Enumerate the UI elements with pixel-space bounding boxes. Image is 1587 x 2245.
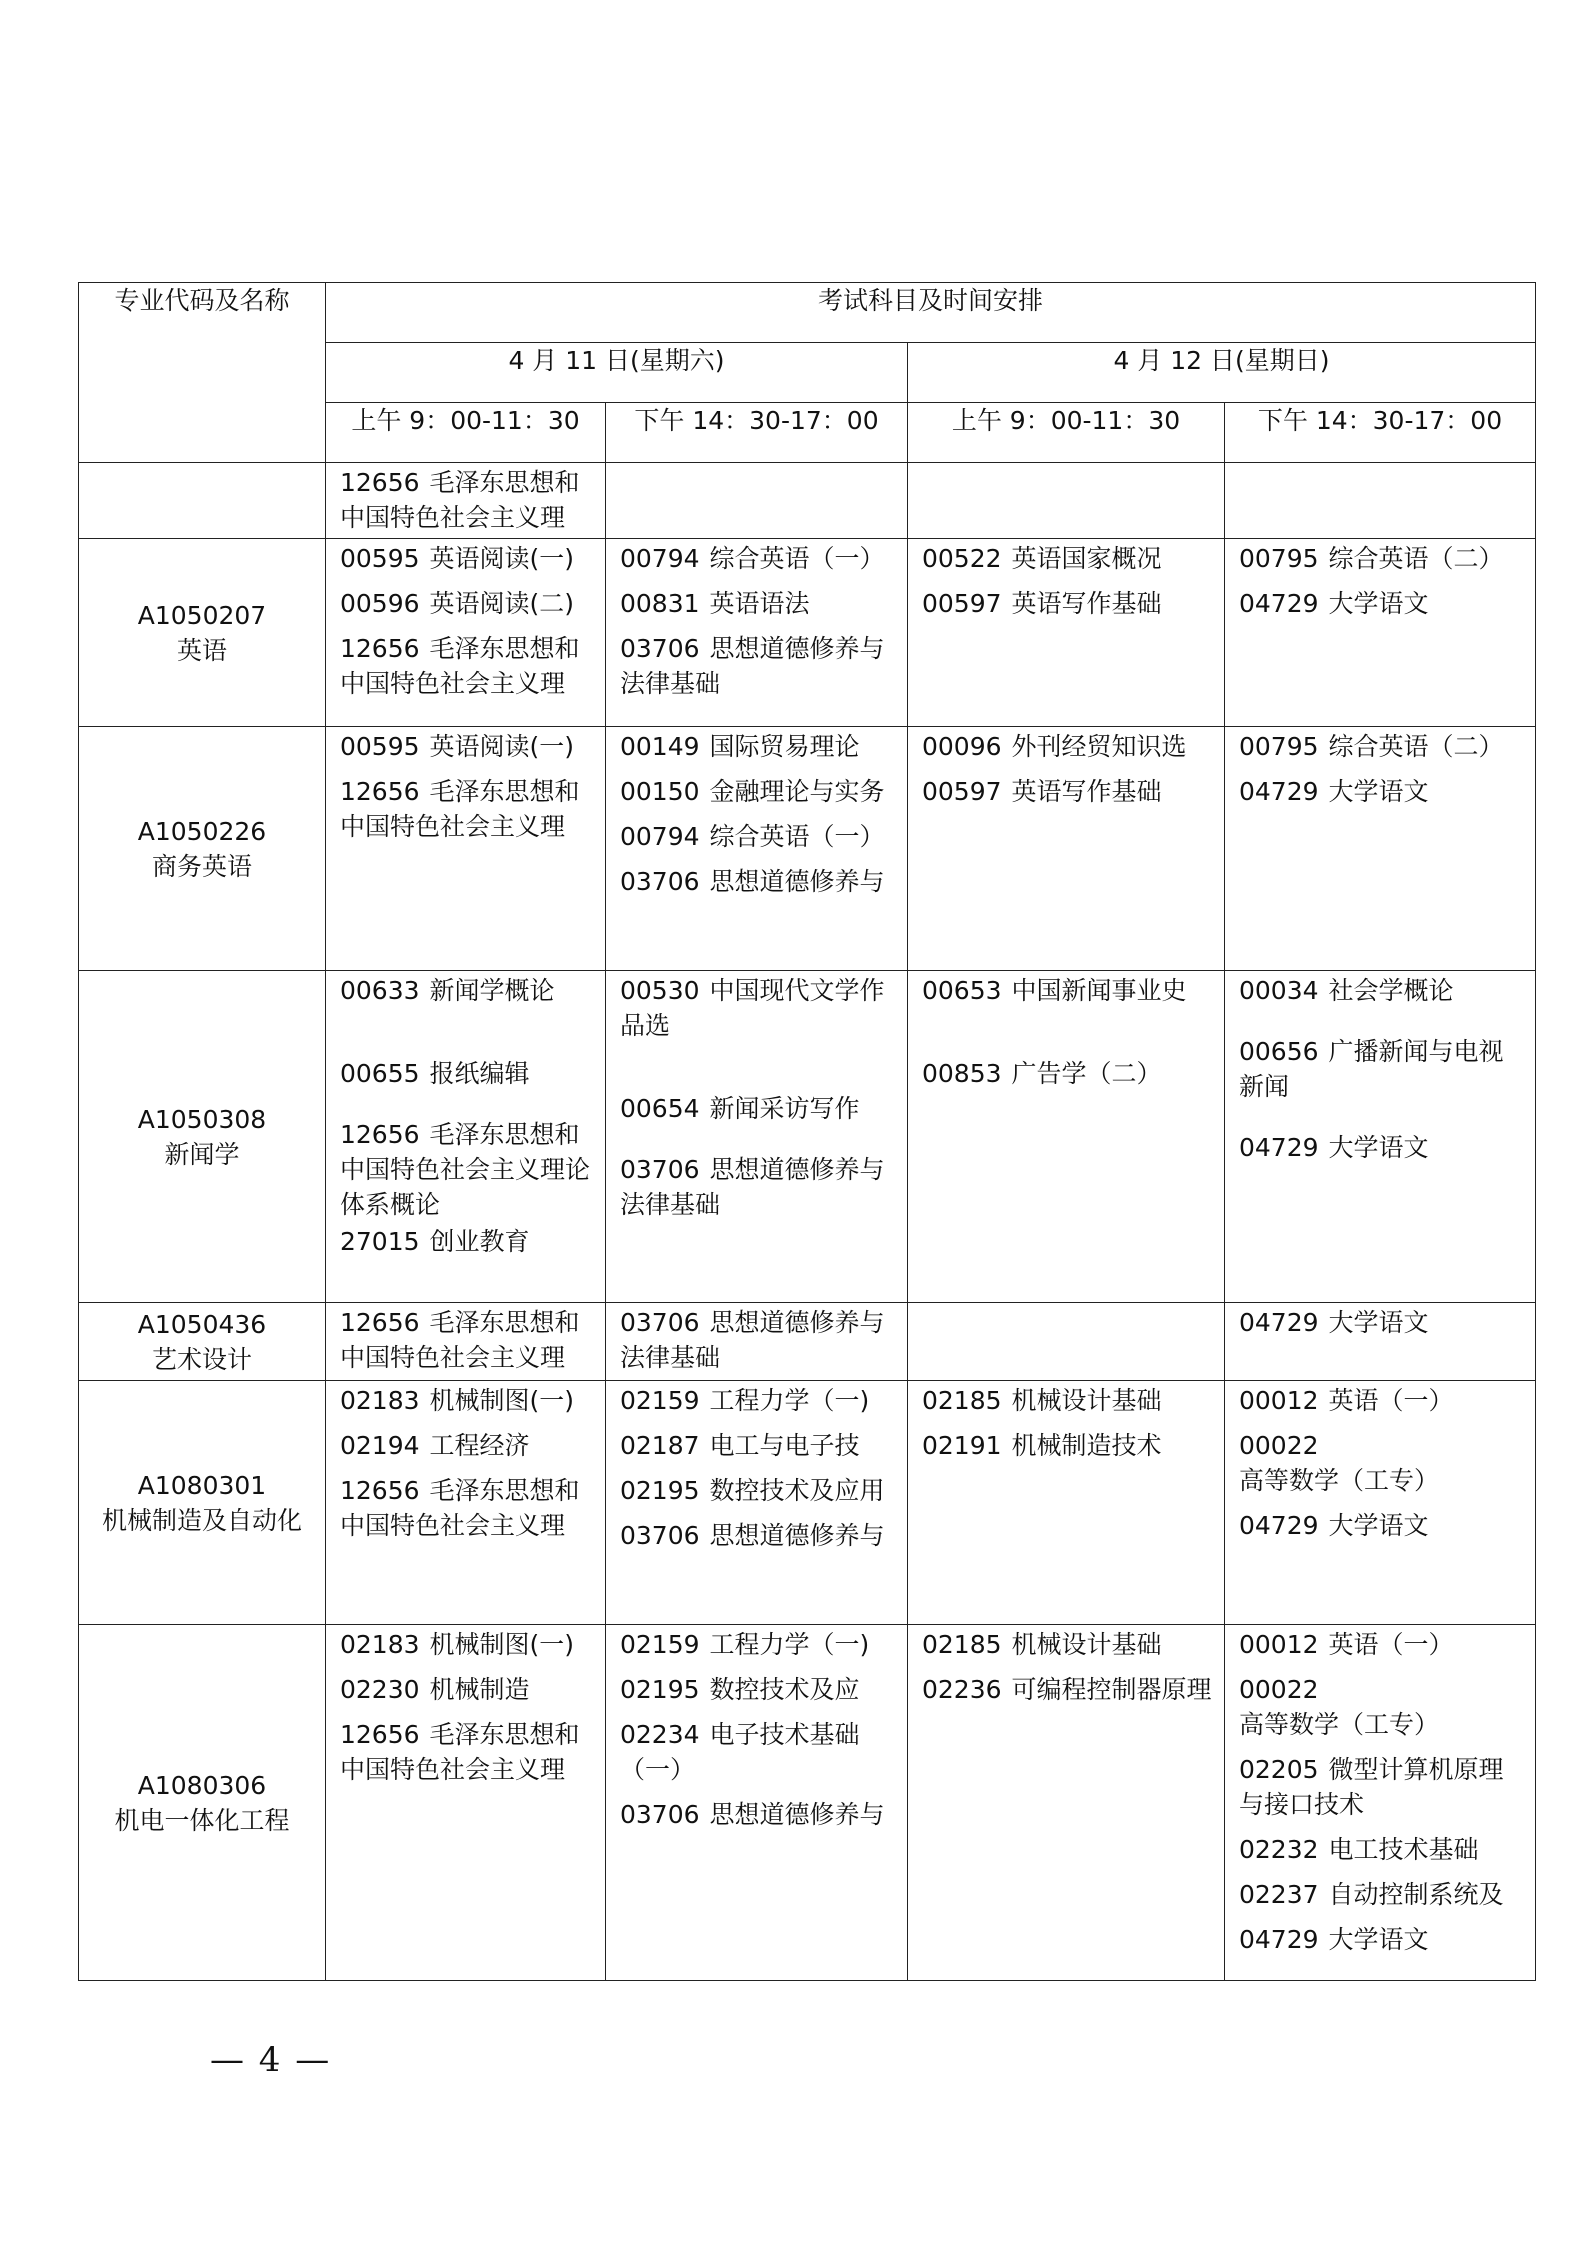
schedule-cell (326, 1381, 606, 1625)
course-code: 00653 (922, 976, 1002, 1005)
course-entry (1239, 973, 1525, 1008)
course-title: 毛泽东思想和中国特色社会主义理 (340, 1308, 580, 1372)
course-code: 00655 (340, 1059, 420, 1088)
schedule-cell (606, 1625, 908, 1981)
course-code: 00595 (340, 544, 420, 573)
course-entry (922, 541, 1214, 576)
course-code: 00654 (620, 1094, 700, 1123)
course-title: 大学语文 (1328, 1925, 1429, 1954)
major-cell (79, 539, 326, 727)
course-code: 02230 (340, 1675, 420, 1704)
course-title: 综合英语（二） (1328, 544, 1504, 573)
course-code: 02232 (1239, 1835, 1319, 1864)
course-title: 思想道德修养与 (709, 867, 885, 896)
course-title: 创业教育 (429, 1227, 530, 1256)
course-title: 英语阅读(二) (429, 589, 575, 618)
course-entry (620, 819, 897, 854)
course-title: 英语写作基础 (1011, 777, 1162, 806)
schedule-cell (1225, 463, 1536, 539)
course-code: 02195 (620, 1476, 700, 1505)
course-title: 综合英语（二） (1328, 732, 1504, 761)
course-entry (620, 1797, 897, 1832)
course-code: 02185 (922, 1630, 1002, 1659)
course-code: 00149 (620, 732, 700, 761)
schedule-cell (1225, 1303, 1536, 1381)
major-name: 新闻学 (164, 1139, 240, 1169)
course-title: 思想道德修养与法律基础 (620, 1308, 885, 1372)
course-title: 大学语文 (1328, 589, 1429, 618)
course-title: 综合英语（一） (709, 822, 885, 851)
course-code: 04729 (1239, 1925, 1319, 1954)
course-code: 03706 (620, 1800, 700, 1829)
course-code: 03706 (620, 1308, 700, 1337)
course-title: 微型计算机原理与接口技术 (1239, 1755, 1504, 1819)
course-entry (340, 1117, 595, 1222)
schedule-cell (326, 971, 606, 1303)
course-code: 04729 (1239, 777, 1319, 806)
schedule-cell (908, 1303, 1225, 1381)
course-entry (1239, 541, 1525, 576)
course-code: 04729 (1239, 589, 1319, 618)
course-entry (1239, 1752, 1525, 1822)
course-title: 毛泽东思想和中国特色社会主义理 (340, 1476, 580, 1540)
course-code: 00012 (1239, 1630, 1319, 1659)
course-entry (922, 973, 1214, 1008)
course-entry (620, 586, 897, 621)
course-code: 00656 (1239, 1037, 1319, 1066)
course-code: 02185 (922, 1386, 1002, 1415)
major-name: 商务英语 (151, 851, 252, 881)
course-code: 03706 (620, 867, 700, 896)
schedule-cell (606, 727, 908, 971)
course-title: 大学语文 (1328, 777, 1429, 806)
course-entry (1239, 1672, 1525, 1742)
course-code: 02194 (340, 1431, 420, 1460)
course-title: 毛泽东思想和中国特色社会主义理 (340, 777, 580, 841)
course-entry (620, 631, 897, 701)
table-row (79, 1381, 1536, 1625)
schedule-cell (1225, 539, 1536, 727)
course-entry (340, 729, 595, 764)
course-title: 毛泽东思想和中国特色社会主义理 (340, 634, 580, 698)
course-entry (922, 1627, 1214, 1662)
course-entry (340, 1672, 595, 1707)
schedule-cell (1225, 1625, 1536, 1981)
course-code: 12656 (340, 1120, 420, 1149)
course-title: 机械设计基础 (1011, 1386, 1162, 1415)
schedule-cell (908, 539, 1225, 727)
course-entry (620, 973, 897, 1043)
course-code: 00150 (620, 777, 700, 806)
table-row (79, 971, 1536, 1303)
course-code: 00853 (922, 1059, 1002, 1088)
schedule-cell (326, 539, 606, 727)
course-title: 毛泽东思想和中国特色社会主义理论体系概论 (340, 1120, 591, 1219)
major-code: A1080301 (137, 1470, 267, 1500)
course-entry (620, 1152, 897, 1222)
course-title: 大学语文 (1328, 1511, 1429, 1540)
course-entry (620, 729, 897, 764)
course-code: 00794 (620, 822, 700, 851)
course-code: 02183 (340, 1630, 420, 1659)
course-code: 00022 (1239, 1431, 1319, 1460)
schedule-cell (1225, 727, 1536, 971)
schedule-body (79, 463, 1536, 1981)
course-title: 国际贸易理论 (709, 732, 860, 761)
major-cell (79, 971, 326, 1303)
course-code: 00096 (922, 732, 1002, 761)
course-code: 04729 (1239, 1511, 1319, 1540)
course-title: 数控技术及应用 (709, 1476, 885, 1505)
table-row (79, 463, 1536, 539)
course-title: 工程力学（一) (709, 1386, 870, 1415)
schedule-cell (908, 463, 1225, 539)
course-title: 工程经济 (429, 1431, 530, 1460)
table-row (79, 727, 1536, 971)
course-title: 机械制图(一) (429, 1386, 575, 1415)
course-entry (340, 465, 595, 535)
course-title: 英语（一） (1328, 1386, 1454, 1415)
schedule-cell (326, 1625, 606, 1981)
table-row (79, 1625, 1536, 1981)
course-entry (1239, 1832, 1525, 1867)
course-code: 12656 (340, 777, 420, 806)
slot-header-2: 下午 14：30-17：00 (606, 403, 908, 463)
schedule-cell (326, 727, 606, 971)
course-title: 毛泽东思想和中国特色社会主义理 (340, 1720, 580, 1784)
course-title: 英语国家概况 (1011, 544, 1162, 573)
day-header-1: 4 月 11 日(星期六) (326, 343, 908, 403)
course-code: 12656 (340, 1308, 420, 1337)
schedule-cell (606, 539, 908, 727)
course-title: 金融理论与实务 (709, 777, 885, 806)
schedule-cell (908, 971, 1225, 1303)
course-entry (1239, 1305, 1525, 1340)
course-title: 英语写作基础 (1011, 589, 1162, 618)
course-entry (620, 1518, 897, 1553)
course-title: 广告学（二） (1011, 1059, 1162, 1088)
course-entry (922, 1056, 1214, 1091)
course-title: 广播新闻与电视新闻 (1239, 1037, 1504, 1101)
day-header-2: 4 月 12 日(星期日) (908, 343, 1536, 403)
course-entry (620, 1428, 897, 1463)
course-entry (340, 631, 595, 701)
course-entry (1239, 586, 1525, 621)
course-title: 英语语法 (709, 589, 810, 618)
table-row (79, 539, 1536, 727)
schedule-cell (606, 1303, 908, 1381)
course-title: 外刊经贸知识选 (1011, 732, 1187, 761)
course-title: 综合英语（一） (709, 544, 885, 573)
major-code: A1050436 (137, 1309, 267, 1339)
course-code: 02236 (922, 1675, 1002, 1704)
schedule-cell (1225, 971, 1536, 1303)
course-title: 思想道德修养与 (709, 1521, 885, 1550)
course-entry (1239, 1877, 1525, 1912)
course-title: 新闻学概论 (429, 976, 555, 1005)
course-entry (340, 541, 595, 576)
course-entry (620, 1672, 897, 1707)
schedule-cell (908, 1381, 1225, 1625)
course-title: 中国现代文学作品选 (620, 976, 885, 1040)
course-title: 毛泽东思想和中国特色社会主义理 (340, 468, 580, 532)
schedule-cell (908, 727, 1225, 971)
course-title: 思想道德修养与法律基础 (620, 634, 885, 698)
course-title: 可编程控制器原理 (1011, 1675, 1212, 1704)
schedule-cell (326, 463, 606, 539)
course-code: 03706 (620, 634, 700, 663)
slot-header-1: 上午 9：00-11：30 (326, 403, 606, 463)
course-entry (922, 1672, 1214, 1707)
course-title: 英语（一） (1328, 1630, 1454, 1659)
schedule-cell (606, 1381, 908, 1625)
course-code: 02234 (620, 1720, 700, 1749)
schedule-cell (1225, 1381, 1536, 1625)
major-cell (79, 1625, 326, 1981)
course-entry (620, 541, 897, 576)
course-code: 00831 (620, 589, 700, 618)
course-title: 思想道德修养与 (709, 1800, 885, 1829)
course-entry (620, 1717, 897, 1787)
course-title: 工程力学（一) (709, 1630, 870, 1659)
course-title: 报纸编辑 (429, 1059, 530, 1088)
course-code: 04729 (1239, 1133, 1319, 1162)
course-entry (620, 774, 897, 809)
exam-schedule-table (78, 282, 1536, 1981)
course-entry (340, 1305, 595, 1375)
course-entry (620, 1091, 897, 1126)
course-code: 00596 (340, 589, 420, 618)
course-code: 02183 (340, 1386, 420, 1415)
course-title: 电工与电子技 (709, 1431, 860, 1460)
course-title: 思想道德修养与法律基础 (620, 1155, 885, 1219)
major-cell (79, 727, 326, 971)
course-entry (620, 1627, 897, 1662)
course-title: 高等数学（工专） (1239, 1710, 1440, 1739)
course-code: 02195 (620, 1675, 700, 1704)
course-title: 机械制造技术 (1011, 1431, 1162, 1460)
course-entry (340, 586, 595, 621)
course-entry (1239, 1627, 1525, 1662)
course-entry (922, 1383, 1214, 1418)
course-entry (922, 1428, 1214, 1463)
course-entry (1239, 1428, 1525, 1498)
course-code: 02159 (620, 1386, 700, 1415)
course-title: 英语阅读(一) (429, 732, 575, 761)
course-code: 02187 (620, 1431, 700, 1460)
course-entry (340, 1627, 595, 1662)
schedule-header-title: 考试科目及时间安排 (326, 283, 1536, 343)
major-code: A1050207 (137, 600, 267, 630)
course-code: 00022 (1239, 1675, 1319, 1704)
course-code: 04729 (1239, 1308, 1319, 1337)
slot-header-4: 下午 14：30-17：00 (1225, 403, 1536, 463)
course-entry (340, 973, 595, 1008)
course-code: 00597 (922, 589, 1002, 618)
course-entry (340, 774, 595, 844)
course-entry (620, 1305, 897, 1375)
course-code: 00530 (620, 976, 700, 1005)
course-title: 机械制造 (429, 1675, 530, 1704)
course-code: 03706 (620, 1521, 700, 1550)
course-entry (340, 1056, 595, 1091)
course-entry (620, 1383, 897, 1418)
course-code: 12656 (340, 468, 420, 497)
course-code: 03706 (620, 1155, 700, 1184)
course-entry (1239, 1034, 1525, 1104)
course-code: 12656 (340, 634, 420, 663)
major-name: 英语 (176, 635, 227, 665)
course-title: 大学语文 (1328, 1133, 1429, 1162)
course-entry (1239, 774, 1525, 809)
course-entry (340, 1717, 595, 1787)
course-entry (922, 729, 1214, 764)
course-entry (922, 586, 1214, 621)
course-code: 00034 (1239, 976, 1319, 1005)
course-entry (340, 1428, 595, 1463)
major-cell (79, 1303, 326, 1381)
major-code: A1050308 (137, 1104, 267, 1134)
slot-header-3: 上午 9：00-11：30 (908, 403, 1225, 463)
course-entry (1239, 1922, 1525, 1957)
course-code: 02237 (1239, 1880, 1319, 1909)
course-entry (1239, 1383, 1525, 1418)
course-title: 机械设计基础 (1011, 1630, 1162, 1659)
schedule-cell (326, 1303, 606, 1381)
course-entry (922, 774, 1214, 809)
schedule-cell (908, 1625, 1225, 1981)
course-title: 社会学概论 (1328, 976, 1454, 1005)
course-title: 大学语文 (1328, 1308, 1429, 1337)
course-entry (1239, 729, 1525, 764)
course-entry (1239, 1130, 1525, 1165)
course-code: 00012 (1239, 1386, 1319, 1415)
course-title: 高等数学（工专） (1239, 1466, 1440, 1495)
course-code: 00795 (1239, 732, 1319, 761)
course-title: 数控技术及应 (709, 1675, 860, 1704)
course-code: 02191 (922, 1431, 1002, 1460)
course-entry (340, 1383, 595, 1418)
course-title: 新闻采访写作 (709, 1094, 860, 1123)
course-entry (620, 1473, 897, 1508)
course-code: 02159 (620, 1630, 700, 1659)
course-entry (340, 1473, 595, 1543)
course-code: 02205 (1239, 1755, 1319, 1784)
major-header: 专业代码及名称 (79, 283, 326, 463)
course-code: 00597 (922, 777, 1002, 806)
major-cell (79, 1381, 326, 1625)
schedule-cell (606, 463, 908, 539)
course-code: 00522 (922, 544, 1002, 573)
course-code: 27015 (340, 1227, 420, 1256)
course-title: 电子技术基础（一） (620, 1720, 860, 1784)
course-title: 中国新闻事业史 (1011, 976, 1187, 1005)
course-entry (620, 864, 897, 899)
course-title: 自动控制系统及 (1328, 1880, 1504, 1909)
major-name: 机械制造及自动化 (101, 1505, 302, 1535)
major-code: A1050226 (137, 816, 267, 846)
table-row (79, 1303, 1536, 1381)
major-cell (79, 463, 326, 539)
schedule-cell (606, 971, 908, 1303)
course-title: 英语阅读(一) (429, 544, 575, 573)
course-code: 00595 (340, 732, 420, 761)
major-code: A1080306 (137, 1770, 267, 1800)
page-number: — 4 — (210, 2040, 332, 2080)
course-code: 12656 (340, 1476, 420, 1505)
course-code: 00633 (340, 976, 420, 1005)
course-code: 00795 (1239, 544, 1319, 573)
course-entry (1239, 1508, 1525, 1543)
major-name: 艺术设计 (151, 1344, 252, 1374)
course-title: 电工技术基础 (1328, 1835, 1479, 1864)
course-code: 00794 (620, 544, 700, 573)
course-entry (340, 1224, 595, 1259)
course-title: 机械制图(一) (429, 1630, 575, 1659)
major-name: 机电一体化工程 (114, 1805, 290, 1835)
course-code: 12656 (340, 1720, 420, 1749)
